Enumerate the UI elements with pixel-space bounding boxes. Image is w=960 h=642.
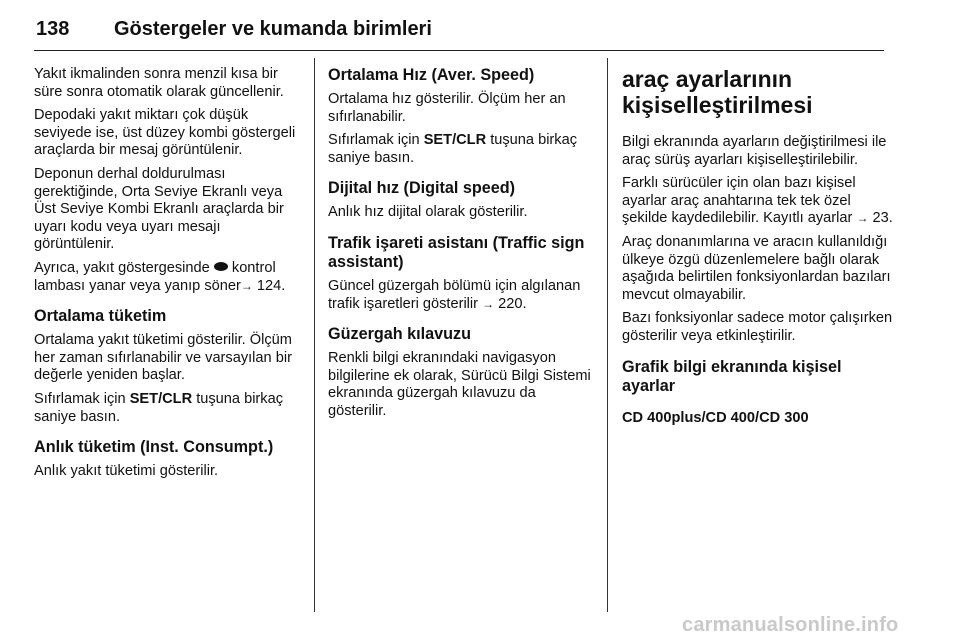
page-reference[interactable]: 23.: [872, 210, 893, 227]
column-middle: [328, 66, 598, 427]
column-divider: [314, 58, 315, 612]
text: Sıfırlamak için: [34, 390, 126, 407]
column-divider: [607, 58, 608, 612]
paragraph: [34, 391, 304, 426]
paragraph: Deponun derhal doldurulması gerektiğinde, Orta Seviye Ekranlı veya Üst Seviye Kombi Ekranlı araçlarda bir uyarı kodu veya uyarı mesajı görüntülenir.: [34, 165, 284, 253]
section-heading: Ortalama tüketim: [34, 307, 167, 326]
key-label: SET/CLR: [423, 132, 487, 149]
paragraph: Depodaki yakıt miktarı çok düşük seviyede ise, üst düzey kombi göstergeli araçlarda bir mesaj görüntülenir.: [34, 107, 296, 159]
paragraph: Renkli bilgi ekranındaki navigasyon bilgilerine ek olarak, Sürücü Bilgi Sistemi ekranında güzergah kılavuzu da gösterilir.: [328, 350, 591, 419]
section-heading: Grafik bilgi ekranında kişisel ayarlar: [622, 357, 842, 395]
key-label: SET/CLR: [129, 390, 193, 407]
page-number: 138: [36, 18, 70, 40]
fuel-warning-lamp-icon: [214, 262, 228, 271]
paragraph: [34, 260, 304, 295]
section-heading: Güzergah kılavuzu: [328, 325, 472, 344]
page-ref-arrow-icon: →: [240, 278, 253, 293]
page-title: Göstergeler ve kumanda birimleri: [114, 18, 432, 40]
paragraph: Anlık yakıt tüketimi gösterilir.: [34, 463, 219, 480]
section-heading: Ortalama Hız (Aver. Speed): [328, 66, 535, 84]
paragraph: Ortalama hız gösterilir. Ölçüm her an sıfırlanabilir.: [328, 91, 566, 125]
text: Farklı sürücüler için olan bazı kişisel ayarlar araç anahtarına tek tek özel şekilde kaydedilebilir. Kayıtlı ayarlar: [622, 175, 856, 227]
section-heading: Trafik işareti asistanı (Traffic sign assistant): [328, 233, 585, 271]
text: Ayrıca, yakıt göstergesinde: [34, 259, 210, 276]
page-header: [34, 16, 884, 51]
page-reference[interactable]: 220.: [498, 295, 527, 312]
page-reference[interactable]: 124.: [256, 277, 286, 294]
text: tuşuna birkaç saniye basın.: [328, 132, 578, 166]
page-ref-arrow-icon: →: [856, 211, 869, 226]
paragraph: Bilgi ekranında ayarların değiştirilmesi ile araç sürüş ayarları kişiselleştirilebilir.: [622, 134, 887, 168]
text: tuşuna birkaç saniye basın.: [34, 390, 284, 425]
paragraph: Anlık hız dijital olarak gösterilir.: [328, 204, 528, 221]
paragraph: Bazı fonksiyonlar sadece motor çalışırken gösterilir veya etkinleştirilir.: [622, 310, 893, 344]
column-right: [622, 66, 897, 427]
text: Güncel güzergah bölümü için algılanan trafik işaretleri gösterilir: [328, 277, 581, 312]
paragraph: Araç donanımlarına ve aracın kullanıldığı ülkeye özgü düzenlemelere bağlı olarak aşağıda belirtilen fonksiyonlardan bazıları mevcut olmayabilir.: [622, 233, 891, 303]
chapter-heading: araç ayarlarının kişiselleştirilmesi: [622, 66, 813, 118]
paragraph: [328, 132, 598, 167]
column-left: [34, 66, 304, 487]
subsection-heading: CD 400plus/CD 400/CD 300: [622, 409, 809, 426]
section-heading: Dijital hız (Digital speed): [328, 179, 516, 198]
paragraph: Ortalama yakıt tüketimi gösterilir. Ölçüm her zaman sıfırlanabilir ve varsayılan bir değerle yeniden başlar.: [34, 332, 292, 384]
text: kontrol lambası yanar veya yanıp söner: [34, 259, 276, 294]
paragraph: [622, 175, 897, 228]
page-ref-arrow-icon: →: [482, 296, 495, 311]
paragraph: [328, 278, 598, 313]
text: Sıfırlamak için: [328, 132, 420, 149]
watermark: carmanualsonline.info: [682, 614, 899, 636]
section-heading: Anlık tüketim (Inst. Consumpt.): [34, 438, 274, 457]
paragraph: Yakıt ikmalinden sonra menzil kısa bir süre sonra otomatik olarak güncellenir.: [34, 66, 284, 100]
